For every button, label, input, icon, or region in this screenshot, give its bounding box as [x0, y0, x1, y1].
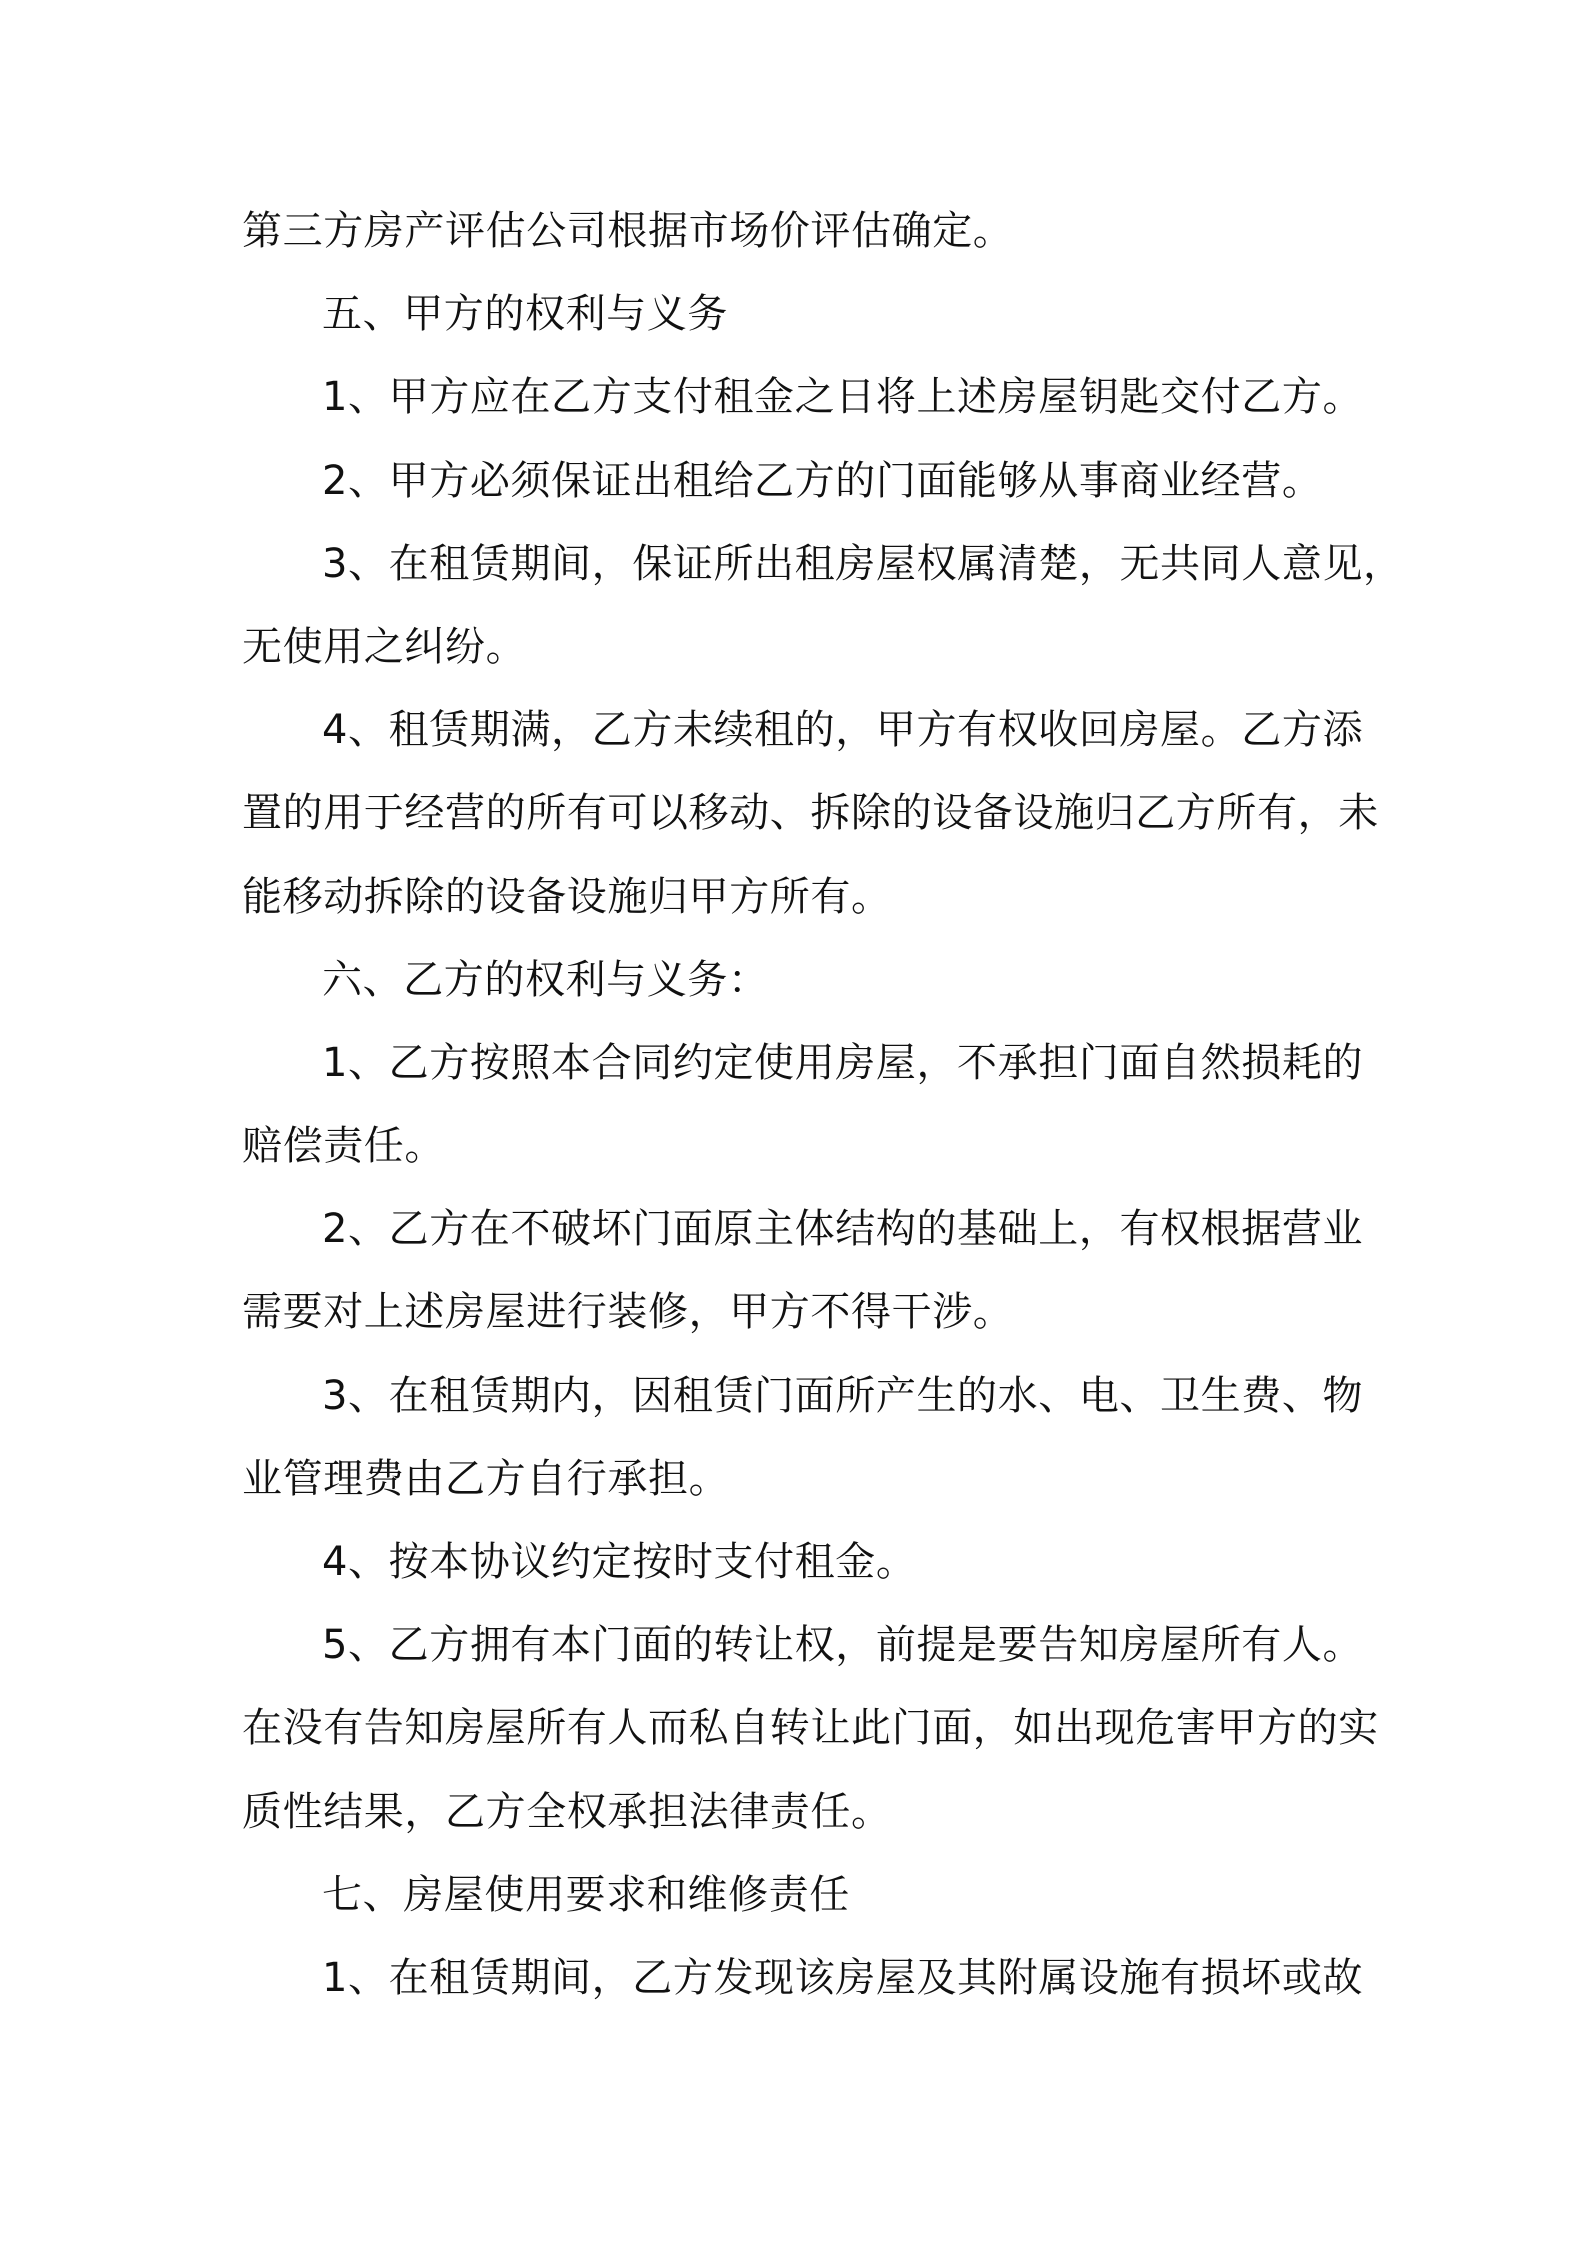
text-line: 2、甲方必须保证出租给乙方的门面能够从事商业经营。 — [322, 457, 1323, 504]
text-line: 在没有告知房屋所有人而私自转让此门面，如出现危害甲方的实 — [242, 1705, 1379, 1752]
text-line: 赔偿责任。 — [242, 1123, 445, 1170]
text-line: 1、乙方按照本合同约定使用房屋，不承担门面自然损耗的 — [322, 1039, 1364, 1086]
text-line: 4、按本协议约定按时支付租金。 — [322, 1539, 917, 1585]
text-line: 质性结果，乙方全权承担法律责任。 — [242, 1788, 892, 1835]
text-line: 置的用于经营的所有可以移动、拆除的设备设施归乙方所有，未 — [242, 790, 1379, 837]
text-line: 5、乙方拥有本门面的转让权，前提是要告知房屋所有人。 — [322, 1622, 1364, 1669]
section-heading: 五、甲方的权利与义务 — [322, 291, 728, 338]
text-line: 3、在租赁期内，因租赁门面所产生的水、电、卫生费、物 — [322, 1372, 1364, 1419]
text-line: 1、甲方应在乙方支付租金之日将上述房屋钥匙交付乙方。 — [322, 374, 1364, 421]
text-line: 3、在租赁期间，保证所出租房屋权属清楚，无共同人意见， — [322, 540, 1404, 587]
text-line: 1、在租赁期间，乙方发现该房屋及其附属设施有损坏或故 — [322, 1954, 1364, 2001]
text-line: 能移动拆除的设备设施归甲方所有。 — [242, 873, 892, 920]
text-line: 2、乙方在不破坏门面原主体结构的基础上，有权根据营业 — [322, 1206, 1364, 1253]
section-heading: 六、乙方的权利与义务： — [322, 956, 769, 1003]
text-line: 需要对上述房屋进行装修，甲方不得干涉。 — [242, 1289, 1014, 1336]
text-line: 第三方房产评估公司根据市场价评估确定。 — [242, 208, 1014, 254]
text-line: 业管理费由乙方自行承担。 — [242, 1455, 730, 1502]
section-heading: 七、房屋使用要求和维修责任 — [322, 1871, 850, 1918]
document-body — [242, 190, 1404, 2020]
text-line: 无使用之纠纷。 — [242, 623, 527, 670]
text-line: 4、租赁期满，乙方未续租的，甲方有权收回房屋。乙方添 — [322, 707, 1364, 754]
